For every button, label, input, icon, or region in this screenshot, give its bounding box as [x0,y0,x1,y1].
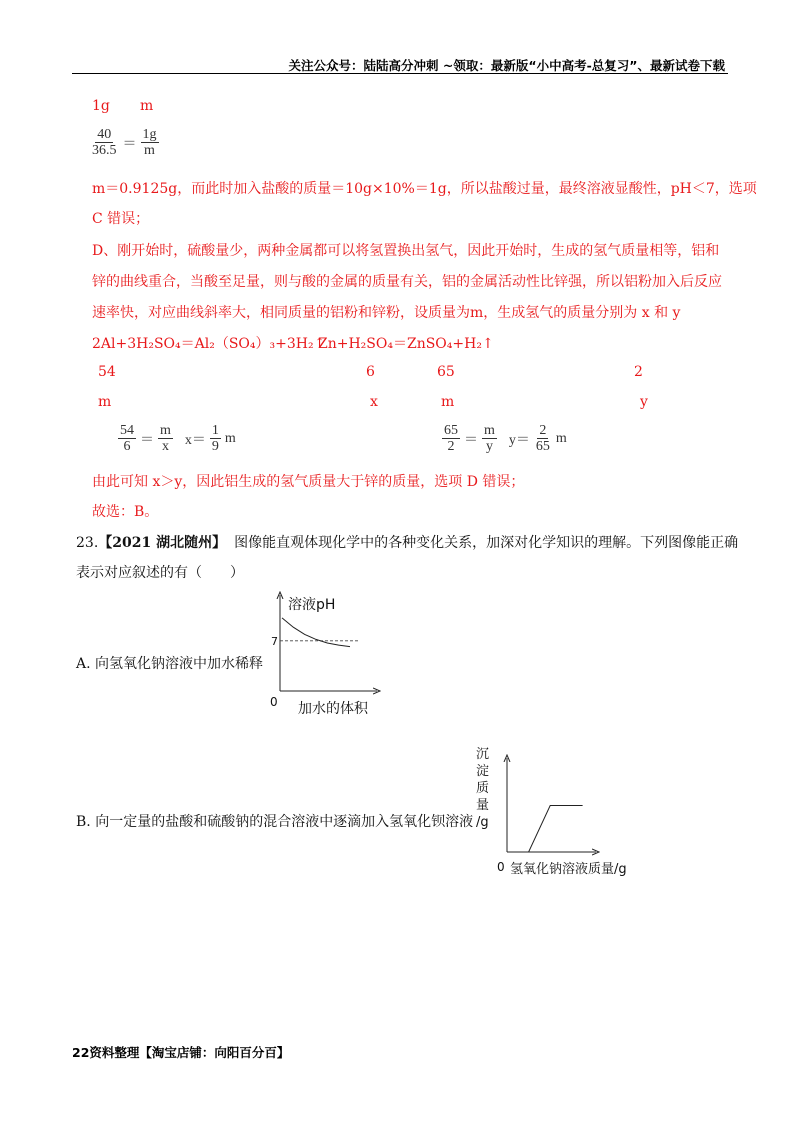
fraction-eq-zn: $\frac{65}{2}$ ＝ $\frac{m}{y}$ y＝ $\frac{2}{65}$ m [444,423,567,454]
line-d-2: 锌的曲线重合，当酸至足量，则与酸的金属的质量有关，铝的金属活动性比锌强，所以铝粉加入后反应 [92,274,722,290]
chart-b [470,740,650,880]
chart-a-ylabel: 溶液pH [288,597,336,613]
answer: 故选：B。 [92,504,159,520]
option-b: B. 向一定量的盐酸和硫酸钠的混合溶液中逐滴加入氢氧化钡溶液 [76,814,474,830]
val-2: 2 [634,364,643,380]
option-a: A. 向氢氧化钠溶液中加水稀释 [76,656,264,672]
page-footer: 22资料整理【淘宝店铺：向阳百分百】 [72,1045,290,1060]
chart-a-origin: 0 [270,695,278,709]
equation-al: 2Al+3H₂SO₄＝Al₂（SO₄）₃+3H₂↑ [92,336,326,352]
header-rule [72,73,728,74]
row-1g: 1g [92,98,110,114]
question-source: 【2021 湖北随州】 [98,535,227,551]
frac1-den-right: m [144,143,155,158]
frac1-num-right: 1g [142,127,157,142]
equation-zn: Zn+H₂SO₄＝ZnSO₄+H₂↑ [318,336,494,352]
question-stem-line-1: 23.【2021 湖北随州】 图像能直观体现化学中的各种变化关系，加深对化学知识的理解。下列图像能正确 [76,535,739,551]
conclusion: 由此可知 x＞y，因此铝生成的氢气质量大于锌的质量，选项 D 错误； [92,474,525,490]
val-65: 65 [437,364,455,380]
val-y: y [640,394,648,410]
val-x: x [370,394,378,410]
line-c-wrong: C 错误； [92,211,150,227]
line-d-1: D、刚开始时，硫酸量少，两种金属都可以将氢置换出氢气，因此开始时，生成的氢气质量相等，铝和 [92,243,720,259]
val-6: 6 [366,364,375,380]
question-number: 23. [76,535,99,551]
fraction-eq-1: $\frac{40}{36.5}$ ＝ $\frac{1g}{m}$ [92,127,157,158]
chart-b-series-line [507,806,583,853]
chart-a-xlabel: 加水的体积 [298,701,368,717]
chart-a-series-line [282,618,350,647]
chart-b-ylabel [476,747,489,830]
fraction-eq-al: $\frac{54}{6}$ ＝ $\frac{m}{x}$ x＝ $\frac{1}{9}$ m [120,423,236,454]
line-d-3: 速率快，对应曲线斜率大，相同质量的铝粉和锌粉，设质量为m，生成氢气的质量分别为 x 和 y [92,305,681,321]
svg-text:沉淀质量/g: 沉淀质量/g [476,747,490,830]
val-54: 54 [98,364,116,380]
chart-b-origin: 0 [497,860,505,874]
chart-a-ref-label: 7 [271,634,278,648]
val-m-1: m [98,394,112,410]
line-m-calc: m＝0.9125g，而此时加入盐酸的质量＝10g×10%＝1g，所以盐酸过量，最终溶液显酸性，pH＜7，选项 [92,181,757,197]
question-stem-line-2: 表示对应叙述的有（ ） [76,565,244,581]
page-header: 关注公众号：陆陆高分冲刺 ~领取：最新版“小中高考-总复习”、最新试卷下载 [288,58,725,73]
chart-b-xlabel: 氢氧化钠溶液质量/g [510,862,627,877]
frac1-den-left: 36.5 [92,143,117,158]
frac1-num-left: 40 [97,127,112,142]
row-m: m [140,98,154,114]
val-m-2: m [441,394,455,410]
chart-a [260,590,390,720]
